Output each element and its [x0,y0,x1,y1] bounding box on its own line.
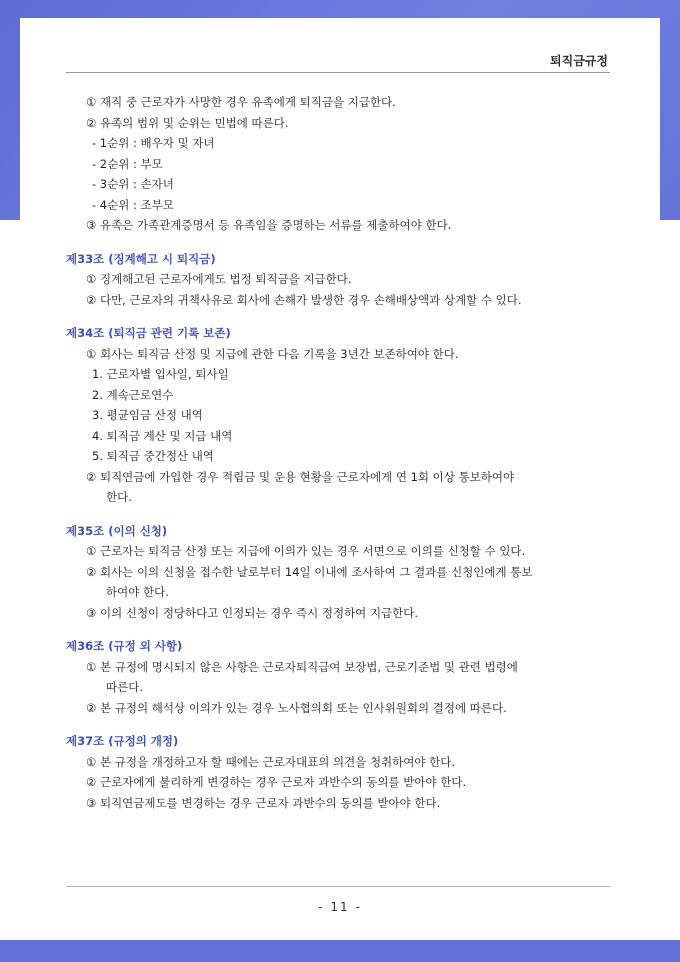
clause-line: ② 퇴직연금에 가입한 경우 적립금 및 운용 현황을 근로자에게 연 1회 이상 통보하여야 [86,469,515,484]
document-body [66,92,614,813]
article-heading: 제33조 (징계해고 시 퇴직금) [66,251,216,266]
clause-line: ① 근로자는 퇴직금 산정 또는 지급에 이의가 있는 경우 서면으로 이의를 신청할 수 있다. [86,544,526,558]
clause-line: ① 본 규정에 명시되지 않은 사항은 근로자퇴직급여 보장법, 근로기준법 및 관련 법령에 [86,659,518,674]
clause-line: ① 회사는 퇴직금 산정 및 지급에 관한 다음 기록을 3년간 보존하여야 한다. [86,346,459,361]
article-heading: 제37조 (규정의 개정) [66,734,179,748]
clause-numbered-item: 2. 계속근로연수 [92,387,174,402]
clause-sub-line: - 3순위 : 손자녀 [92,177,174,191]
clause-sub-line: - 4순위 : 조부모 [92,197,174,212]
clause-line: ③ 퇴직연금제도를 변경하는 경우 근로자 과반수의 동의를 받아야 한다. [86,795,441,810]
clause-numbered-item: 3. 평균임금 산정 내역 [92,408,203,422]
clause-continuation: 하여야 한다. [106,585,169,599]
clause-line: ② 회사는 이의 신청을 접수한 날로부터 14일 이내에 조사하여 그 결과를 신청인에게 통보 [86,564,533,579]
clause-continuation: 한다. [106,490,132,504]
article-33 [66,249,614,311]
article-37 [66,731,614,813]
clause-line: ② 본 규정의 해석상 이의가 있는 경우 노사협의회 또는 인사위원회의 결정에 따른다. [86,700,507,715]
clause-line: ② 근로자에게 불리하게 변경하는 경우 근로자 과반수의 동의를 받아야 한다. [86,775,467,789]
clause-sub-line: - 2순위 : 부모 [92,156,163,171]
document-title: 퇴직금규정 [550,54,608,68]
article-heading: 제35조 (이의 신청) [66,523,168,538]
page-number: - 11 - [318,900,362,914]
clause-numbered-item: 1. 근로자별 입사일, 퇴사일 [92,367,229,381]
footer-divider [66,886,610,887]
clause-line: ② 유족의 범위 및 순위는 민법에 따른다. [86,115,289,130]
clause-line: ② 다만, 근로자의 귀책사유로 회사에 손해가 발생한 경우 손해배상액과 상계할 수 있다. [86,292,522,307]
footer-background [0,940,680,962]
clause-numbered-item: 5. 퇴직금 중간정산 내역 [92,449,214,463]
clause-line: ③ 이의 신청이 정당하다고 인정되는 경우 즉시 정정하여 지급한다. [86,605,419,620]
clause-line: ① 재직 중 근로자가 사망한 경우 유족에게 퇴직금을 지급한다. [86,95,396,109]
article-34 [66,323,614,508]
clause-sub-line: - 1순위 : 배우자 및 자녀 [92,136,215,150]
clause-continuation: 따른다. [106,680,143,694]
clause-line: ① 징계해고된 근로자에게도 법정 퇴직금을 지급한다. [86,272,352,286]
clause-line: ③ 유족은 가족관계증명서 등 유족임을 증명하는 서류를 제출하여야 한다. [86,218,452,232]
article-36 [66,636,614,718]
article-35 [66,521,614,624]
clause-numbered-item: 4. 퇴직금 계산 및 지급 내역 [92,428,233,443]
article-heading: 제36조 (규정 외 사항) [66,639,183,653]
header-divider [66,72,610,73]
article-heading: 제34조 (퇴직금 관련 기록 보존) [66,326,231,340]
intro-clauses [66,92,614,236]
clause-line: ① 본 규정을 개정하고자 할 때에는 근로자대표의 의견을 청취하여야 한다. [86,754,456,769]
